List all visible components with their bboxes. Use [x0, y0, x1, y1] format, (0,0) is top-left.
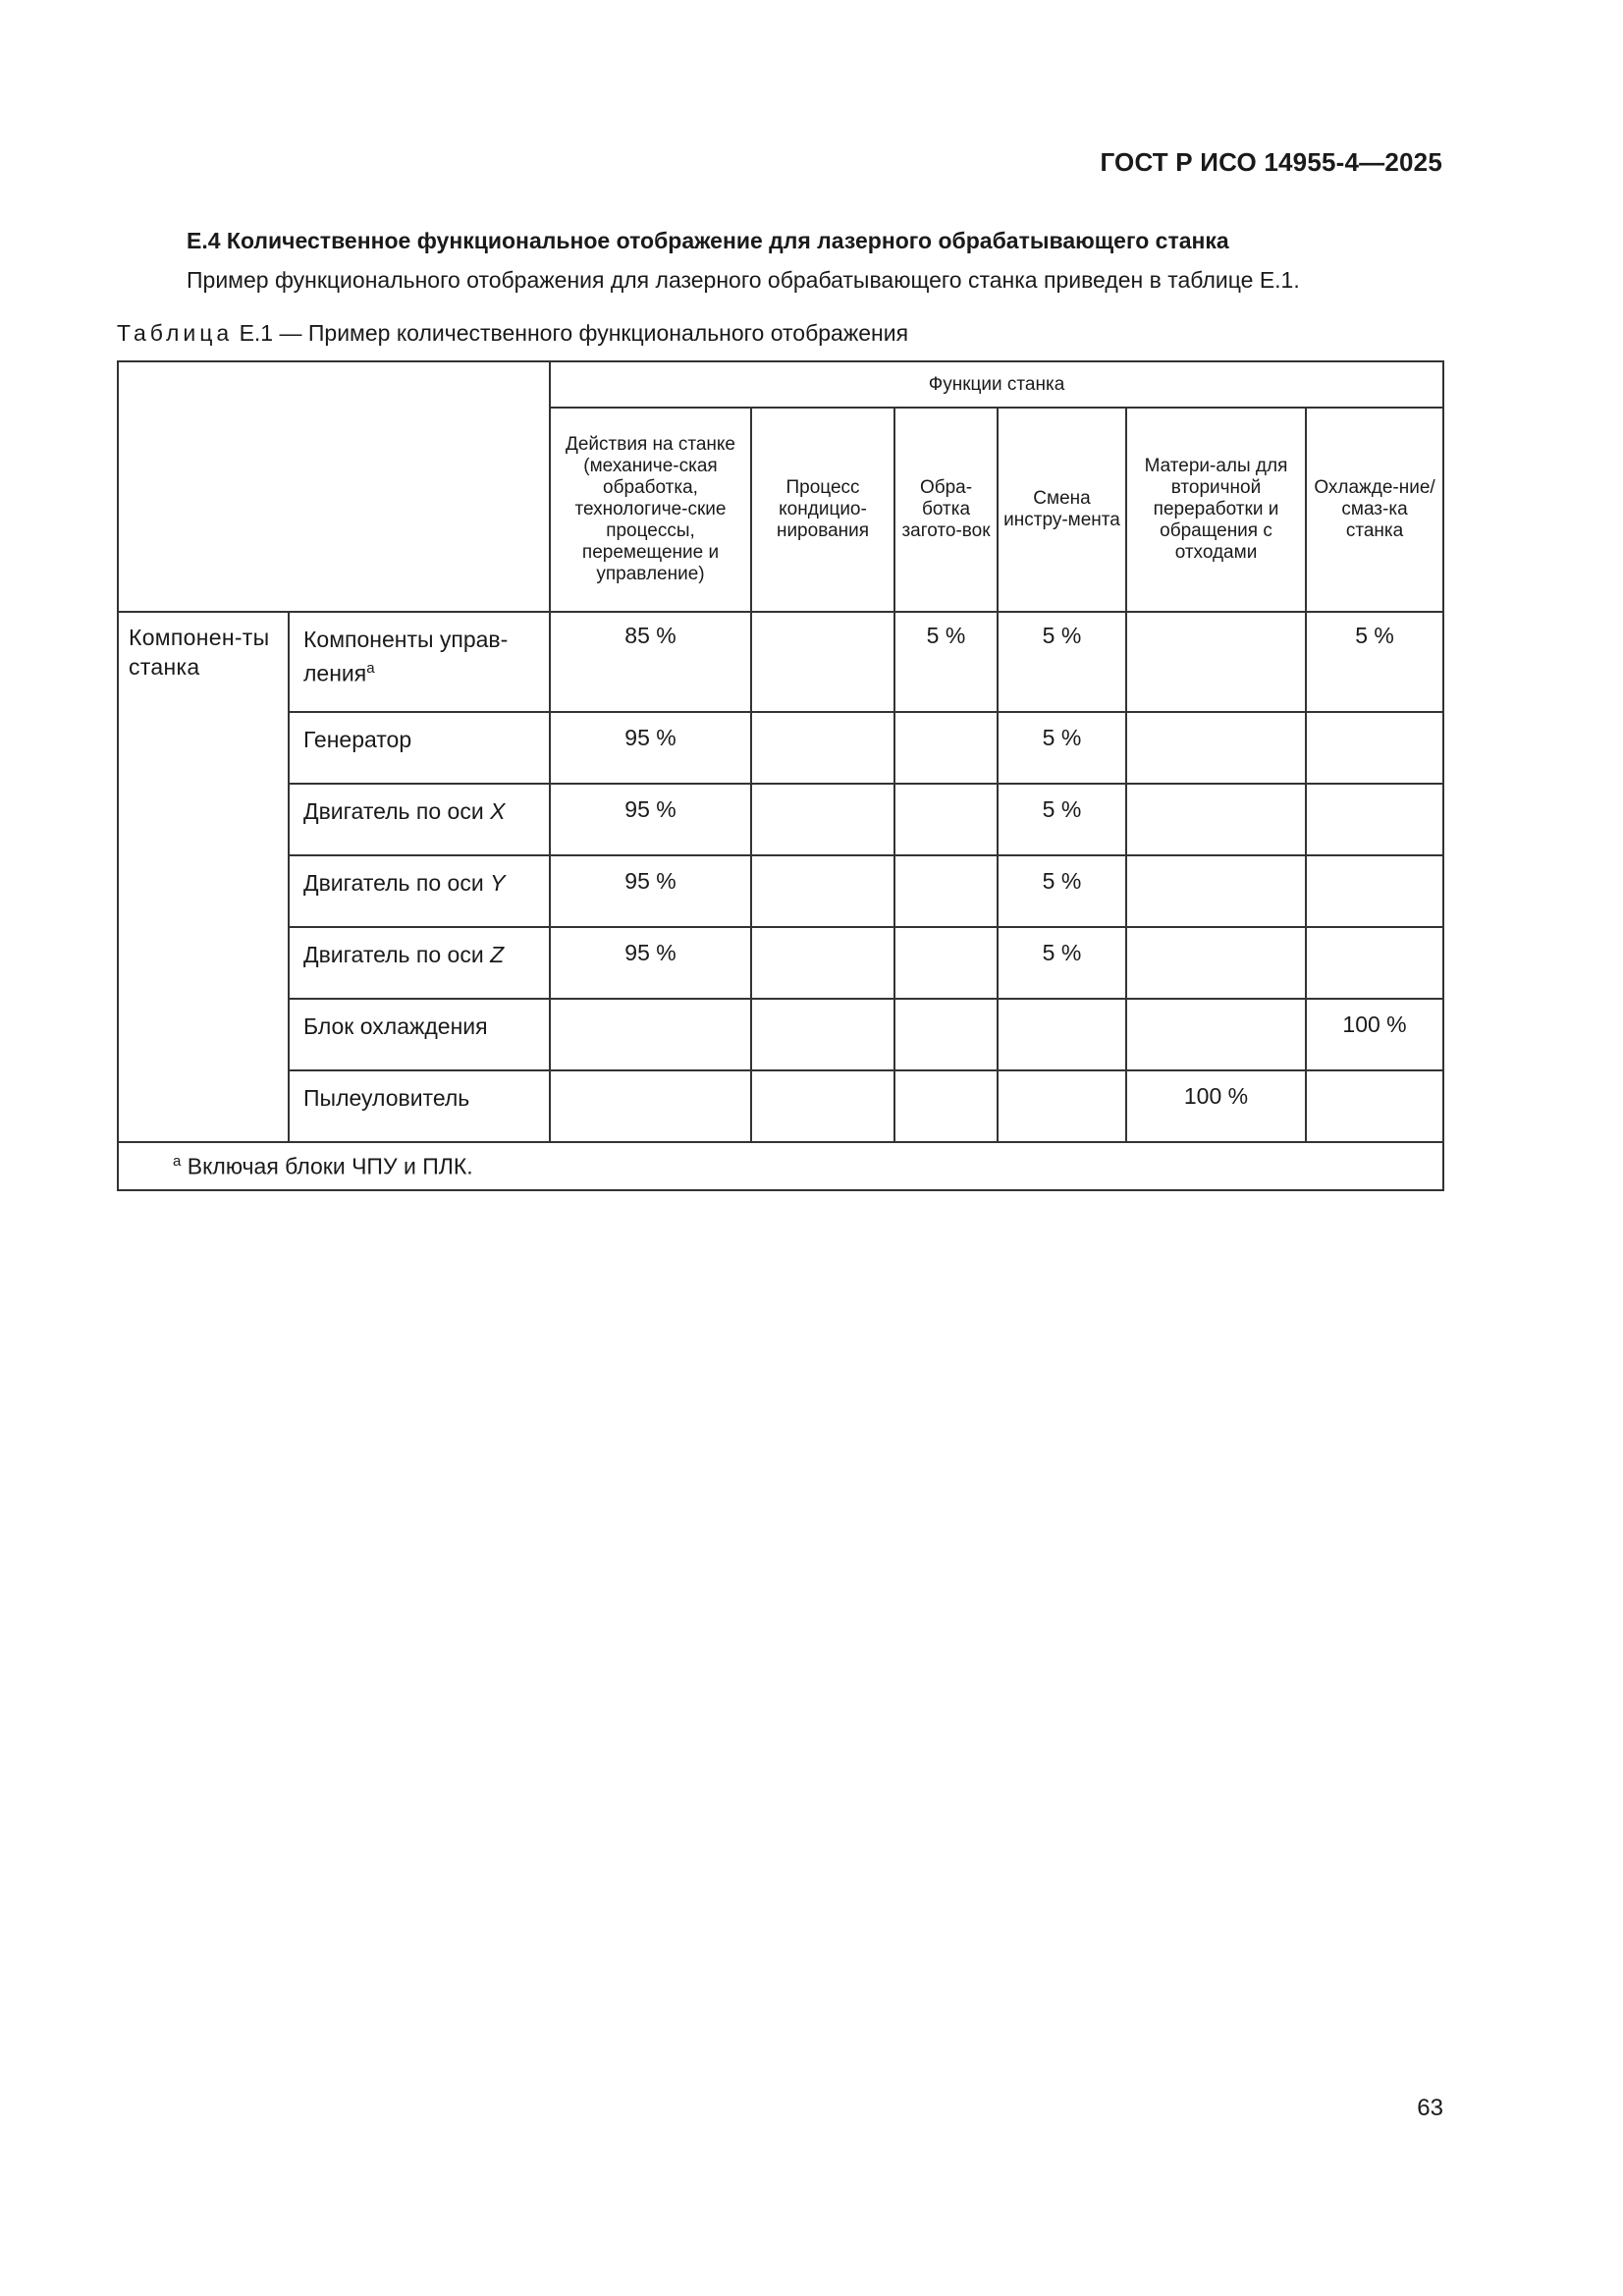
table-row: [118, 855, 1443, 927]
table-cell: 95 %: [550, 784, 751, 855]
section-text: Пример функционального отображения для лазерного обрабатывающего станка приведен в таблице E.1.: [187, 267, 1300, 293]
table-cell: [1306, 1070, 1443, 1142]
table-cell: [1126, 855, 1306, 927]
functional-mapping-table: [117, 360, 1444, 1191]
table-cell: [894, 1070, 998, 1142]
table-cell: 5 %: [1306, 612, 1443, 712]
row-label: [289, 784, 550, 855]
table-cell: [998, 999, 1126, 1070]
document-code: ГОСТ Р ИСО 14955-4—2025: [1100, 147, 1442, 177]
table-row: [118, 712, 1443, 784]
column-header: Обра-ботка загото-вок: [894, 408, 998, 612]
column-header: Действия на станке (механиче-ская обработка, технологиче-ские процессы, перемещение и управление): [550, 408, 751, 612]
table-cell: [1126, 612, 1306, 712]
table-cell: [751, 612, 894, 712]
table-cell: 95 %: [550, 927, 751, 999]
table-cell: [1126, 784, 1306, 855]
table-cell: 85 %: [550, 612, 751, 712]
table-caption-word: Таблица: [117, 320, 234, 346]
row-label: Блок охлаждения: [289, 999, 550, 1070]
row-label: [289, 612, 550, 712]
table-cell: [751, 927, 894, 999]
table-cell: [751, 855, 894, 927]
table-cell: [550, 999, 751, 1070]
row-label-text: Двигатель по оси: [303, 870, 491, 896]
table-cell: 5 %: [998, 712, 1126, 784]
footnote-ref: a: [366, 660, 375, 677]
row-label-text: Двигатель по оси: [303, 942, 491, 967]
table-caption: [117, 320, 908, 347]
table-corner-cell: [118, 361, 550, 612]
table-cell: 5 %: [998, 927, 1126, 999]
table-row: [118, 927, 1443, 999]
table-cell: 5 %: [894, 612, 998, 712]
table-cell: [550, 1070, 751, 1142]
axis-letter: Y: [490, 870, 506, 896]
table-footnote-row: [118, 1142, 1443, 1190]
table-cell: [998, 1070, 1126, 1142]
row-label: [289, 855, 550, 927]
row-label: Генератор: [289, 712, 550, 784]
table-cell: [894, 855, 998, 927]
table-cell: [1126, 927, 1306, 999]
table-cell: [1126, 712, 1306, 784]
table-cell: [751, 999, 894, 1070]
table-cell: [1306, 927, 1443, 999]
column-header: Смена инстру-мента: [998, 408, 1126, 612]
footnote-text: Включая блоки ЧПУ и ПЛК.: [181, 1153, 473, 1179]
table-cell: [1126, 999, 1306, 1070]
table-header-row-1: [118, 361, 1443, 408]
table-cell: [1306, 712, 1443, 784]
table-cell: 100 %: [1126, 1070, 1306, 1142]
table-cell: [751, 712, 894, 784]
axis-letter: X: [490, 798, 506, 824]
table-cell: 5 %: [998, 612, 1126, 712]
row-label-text: Двигатель по оси: [303, 798, 491, 824]
page-number: 63: [1417, 2095, 1443, 2121]
table-row: [118, 612, 1443, 712]
table-cell: [1306, 784, 1443, 855]
table-cell: [894, 712, 998, 784]
table-cell: 5 %: [998, 784, 1126, 855]
row-group-label: Компонен-ты станка: [118, 612, 289, 1142]
table-row: [118, 999, 1443, 1070]
section-title: E.4 Количественное функциональное отображение для лазерного обрабатывающего станка: [187, 228, 1229, 253]
axis-letter: Z: [490, 942, 505, 967]
table-caption-text: E.1 — Пример количественного функционального отображения: [239, 320, 909, 346]
table-cell: [751, 1070, 894, 1142]
table-cell: [894, 784, 998, 855]
table-cell: 95 %: [550, 855, 751, 927]
table-cell: [1306, 855, 1443, 927]
row-label: [289, 927, 550, 999]
row-label: Пылеуловитель: [289, 1070, 550, 1142]
table-cell: [894, 927, 998, 999]
footnote-mark: a: [173, 1152, 182, 1170]
table-cell: [894, 999, 998, 1070]
table-cell: [751, 784, 894, 855]
table-cell: 95 %: [550, 712, 751, 784]
table-row: [118, 1070, 1443, 1142]
column-header: Процесс кондицио-нирования: [751, 408, 894, 612]
table-footnote: [118, 1142, 1443, 1190]
column-header: Матери-алы для вторичной переработки и обращения с отходами: [1126, 408, 1306, 612]
table-row: [118, 784, 1443, 855]
table-cell: 5 %: [998, 855, 1126, 927]
column-group-header: Функции станка: [550, 361, 1443, 408]
column-header: Охлажде-ние/смаз-ка станка: [1306, 408, 1443, 612]
table-cell: 100 %: [1306, 999, 1443, 1070]
row-label-text: Компоненты управ-ления: [303, 627, 509, 686]
